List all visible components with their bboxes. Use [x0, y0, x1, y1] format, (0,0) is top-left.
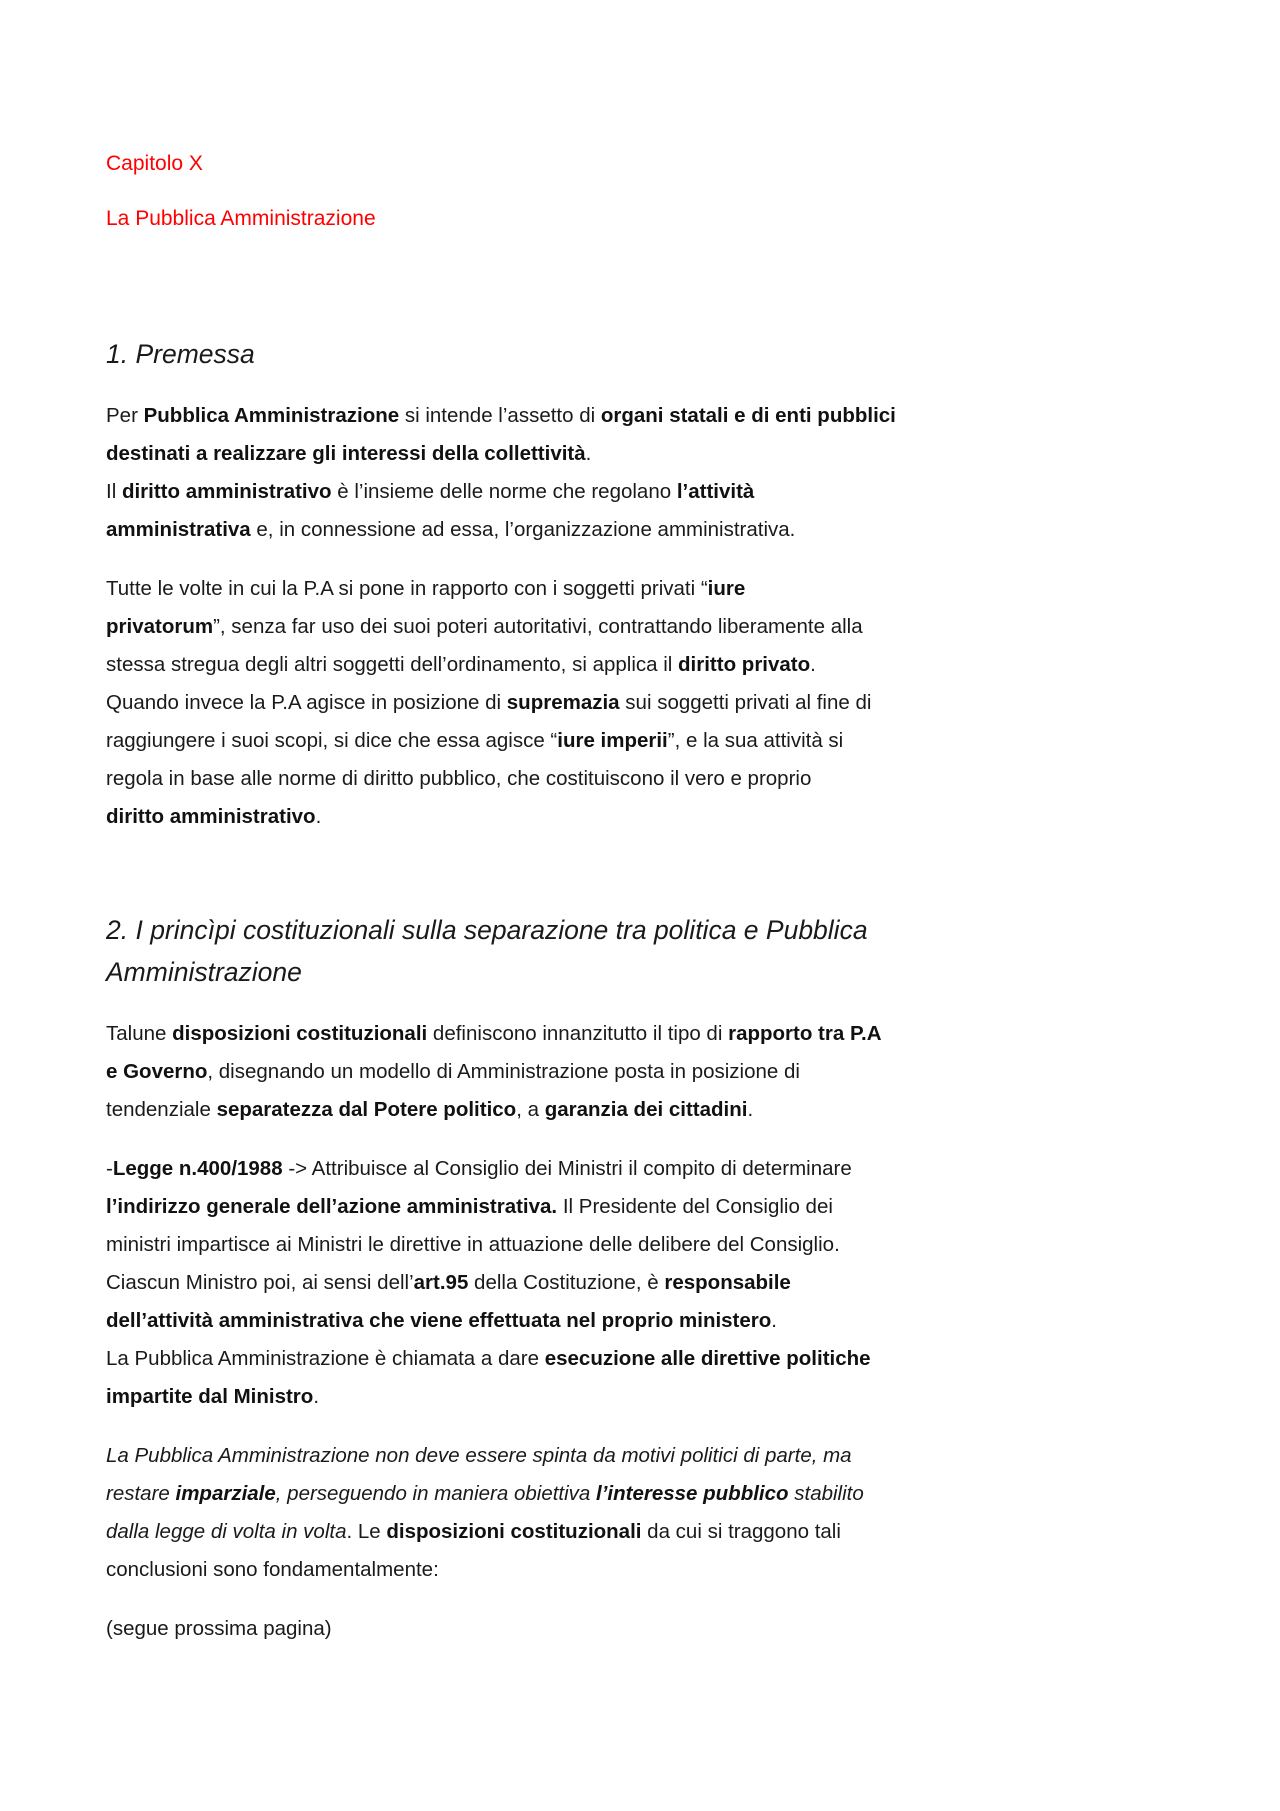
text-run: e, in connessione ad essa, l’organizzazione amministrativa.	[250, 518, 796, 541]
text-run: ”, senza far uso dei suoi poteri autoritativi, contrattando liberamente alla	[213, 615, 863, 638]
text-run: rapporto tra P.A	[728, 1022, 882, 1045]
text-run: art.95	[413, 1271, 469, 1294]
text-run: .	[313, 1385, 320, 1408]
text-run: l’indirizzo generale dell’azione amministrativa.	[106, 1195, 558, 1218]
text-run: Talune	[106, 1022, 173, 1045]
text-run: responsabile	[664, 1271, 791, 1294]
text-run: , disegnando un modello di Amministrazione posta in posizione di	[207, 1060, 800, 1083]
text-run: La Pubblica Amministrazione non deve essere spinta da motivi politici di parte, ma	[106, 1444, 852, 1467]
text-run: .	[585, 442, 592, 465]
text-run: (segue prossima pagina)	[106, 1617, 332, 1640]
text-run: .	[810, 653, 816, 676]
text-run: La Pubblica Amministrazione è chiamata a dare	[106, 1347, 545, 1370]
text-run: ”, e la sua attività si	[667, 729, 844, 752]
text-run: Per	[106, 404, 144, 427]
text-run: si intende l’assetto di	[399, 404, 601, 427]
chapter-label	[106, 150, 1186, 178]
chapter-title	[106, 205, 1186, 233]
text-run: Capitolo X	[106, 152, 203, 175]
text-run: e Governo	[106, 1060, 208, 1083]
text-run: supremazia	[506, 691, 620, 714]
text-run: è l’insieme delle norme che regolano	[331, 480, 677, 503]
text-run: iure	[707, 577, 746, 600]
text-run: della Costituzione, è	[468, 1271, 665, 1294]
text-run: La Pubblica Amministrazione	[106, 207, 376, 230]
text-run: Il Presidente del Consiglio dei	[557, 1195, 833, 1218]
text-run: , a	[516, 1098, 545, 1121]
text-run: diritto amministrativo	[106, 805, 316, 828]
text-run: -> Attribuisce al Consiglio dei Ministri il compito di determinare	[282, 1157, 852, 1180]
text-run: Tutte le volte in cui la P.A si pone in rapporto con i soggetti privati “	[106, 577, 708, 600]
text-run: separatezza dal Potere politico	[216, 1098, 517, 1121]
text-run: privatorum	[106, 615, 214, 638]
imparzialita-paragraph	[106, 1437, 1186, 1589]
text-run: impartite dal Ministro	[106, 1385, 314, 1408]
text-run: Legge n.400/1988	[112, 1157, 283, 1180]
text-run: stabilito	[788, 1482, 864, 1505]
text-run: -	[106, 1157, 113, 1180]
text-run: disposizioni costituzionali	[172, 1022, 428, 1045]
document-content	[106, 150, 1186, 1669]
text-run: stessa stregua degli altri soggetti dell’ordinamento, si applica il	[106, 653, 679, 676]
text-run: dalla legge di volta in volta	[106, 1520, 347, 1543]
text-run: amministrativa	[106, 518, 251, 541]
text-run: organi statali e di enti pubblici	[600, 404, 896, 427]
text-run: .	[315, 805, 322, 828]
section-2-paragraph-1	[106, 1015, 1186, 1129]
text-run: Amministrazione	[106, 957, 302, 987]
text-run: regola in base alle norme di diritto pubblico, che costituiscono il vero e proprio	[106, 767, 812, 790]
text-run: . Le	[346, 1520, 387, 1543]
text-run: iure imperii	[557, 729, 668, 752]
text-run: esecuzione alle direttive politiche	[544, 1347, 871, 1370]
text-run: imparziale	[175, 1482, 276, 1505]
text-run: dell’attività amministrativa che viene effettuata nel proprio ministero	[106, 1309, 772, 1332]
text-run: conclusioni sono fondamentalmente:	[106, 1558, 439, 1581]
text-run: destinati a realizzare gli interessi della collettività	[106, 442, 586, 465]
text-run: tendenziale	[106, 1098, 217, 1121]
section-2-heading	[106, 909, 1186, 993]
text-run: definiscono innanzitutto il tipo di	[427, 1022, 729, 1045]
premessa-paragraph-1	[106, 397, 1186, 549]
text-run: Quando invece la P.A agisce in posizione di	[106, 691, 507, 714]
text-run: sui soggetti privati al fine di	[619, 691, 872, 714]
text-run: Pubblica Amministrazione	[143, 404, 400, 427]
text-run: ministri impartisce ai Ministri le direttive in attuazione delle delibere del Consiglio.	[106, 1233, 840, 1256]
text-run: da cui si traggono tali	[641, 1520, 841, 1543]
text-run: 1. Premessa	[106, 339, 255, 369]
premessa-paragraph-2	[106, 570, 1186, 836]
text-run: Il	[106, 480, 122, 503]
text-run: l’attività	[676, 480, 755, 503]
legge-400-1988-paragraph	[106, 1150, 1186, 1416]
text-run: raggiungere i suoi scopi, si dice che essa agisce “	[106, 729, 558, 752]
text-run: disposizioni costituzionali	[386, 1520, 642, 1543]
text-run: l’interesse pubblico	[596, 1482, 789, 1505]
text-run: .	[771, 1309, 777, 1332]
text-run: garanzia dei cittadini	[544, 1098, 748, 1121]
text-run: .	[747, 1098, 754, 1121]
text-run: restare	[106, 1482, 176, 1505]
continuation-note	[106, 1610, 1186, 1648]
text-run: Ciascun Ministro poi, ai sensi dell’	[106, 1271, 414, 1294]
section-1-heading	[106, 333, 1186, 375]
text-run: diritto amministrativo	[121, 480, 332, 503]
text-run: diritto privato	[678, 653, 811, 676]
text-run: , perseguendo in maniera obiettiva	[275, 1482, 597, 1505]
text-run: 2. I princìpi costituzionali sulla separazione tra politica e Pubblica	[106, 915, 868, 945]
